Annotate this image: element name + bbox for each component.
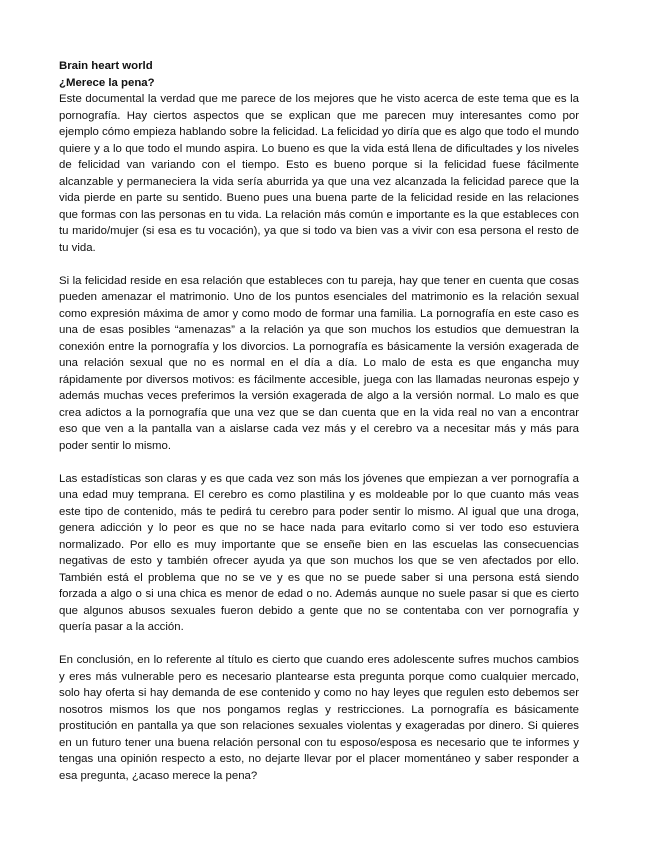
document-page: [59, 58, 579, 801]
document-title: Brain heart world: [59, 60, 153, 72]
paragraph-2: Si la felicidad reside en esa relación que estableces con tu pareja, hay que tener en cuenta que cosas pueden amenazar el matrimonio. Uno de los puntos esenciales del matrimonio es la relación sexual como expresión máxima de amor y como modo de formar una familia. La pornografía en este caso es una de esas posibles “amenazas” a la relación ya que son muchos los estudios que demuestran la conexión entre la pornografía y los divorcios. La pornografía es básicamente la versión exagerada de una relación sexual que no es normal en el día a día. Lo malo de esta es que engancha muy rápidamente por diversos motivos: es fácilmente accesible, juega con las llamadas neuronas espejo y además muchas veces preferimos la versión exagerada de algo a la versión normal. Lo malo es que crea adictos a la pornografía que una vez que se dan cuenta que en la vida real no van a encontrar eso que ven a la pantalla van a aislarse cada vez más y el cerebro va a necesitar más y más para poder sentir lo mismo.: [59, 274, 579, 452]
paragraph-3: Las estadísticas son claras y es que cada vez son más los jóvenes que empiezan a ver pornografía a una edad muy temprana. El cerebro es como plastilina y es moldeable por lo que cuanto más veas este tipo de contenido, más te pedirá tu cerebro para poder sentir lo mismo. Al igual que una droga, genera adicción y lo peor es que no se hace nada para evitarlo como si ver todo eso estuviera normalizado. Por ello es muy importante que se enseñe bien en las escuelas las consecuencias negativas de esto y también ofrecer ayuda ya que son muchos los que se ven afectados por ello. También está el problema que no se ve y es que no se puede saber si una persona está siendo forzada a algo o si una chica es menor de edad o no. Además aunque no suele pasar si que es cierto que algunos abusos sexuales fueron debido a gente que no se contentaba con ver pornografía y quería pasar a la acción.: [59, 472, 579, 633]
document-subtitle: ¿Merece la pena?: [59, 76, 155, 89]
paragraph-1: Este documental la verdad que me parece de los mejores que he visto acerca de este tema que es la pornografía. Hay ciertos aspectos que se explican que me parecen muy interesantes como por ejemplo cómo empieza hablando sobre la felicidad. La felicidad yo diría que es algo que todo el mundo quiere y a lo que todo el mundo aspira. Lo bueno es que la vida está llena de dificultades y los niveles de felicidad van variando con el tiempo. Esto es bueno porque si la felicidad fuese fácilmente alcanzable y permaneciera la vida sería aburrida ya que una vez alcanzada la felicidad parece que la vida pierde en parte su sentido. Bueno pues una buena parte de la felicidad reside en las relaciones que formas con las personas en tu vida. La relación más común e importante es la que estableces con tu marido/mujer (si esa es tu vocación), ya que si todo va bien vas a vivir con esa persona el resto de tu vida.: [59, 93, 579, 254]
paragraph-4: En conclusión, en lo referente al título es cierto que cuando eres adolescente sufres muchos cambios y eres más vulnerable pero es necesario plantearse esta pregunta porque como cualquier mercado, solo hay oferta si hay demanda de ese contenido y como no hay leyes que regulen esto debemos ser nosotros mismos los que nos pongamos reglas y restricciones. La pornografía es básicamente prostitución en pantalla ya que son relaciones sexuales violentas y exageradas por dinero. Si quieres en un futuro tener una buena relación personal con tu esposo/esposa es necesario que te informes y tengas una opinión respecto a esto, no dejarte llevar por el placer momentáneo y saber responder a esa pregunta, ¿acaso merece la pena?: [59, 654, 579, 782]
